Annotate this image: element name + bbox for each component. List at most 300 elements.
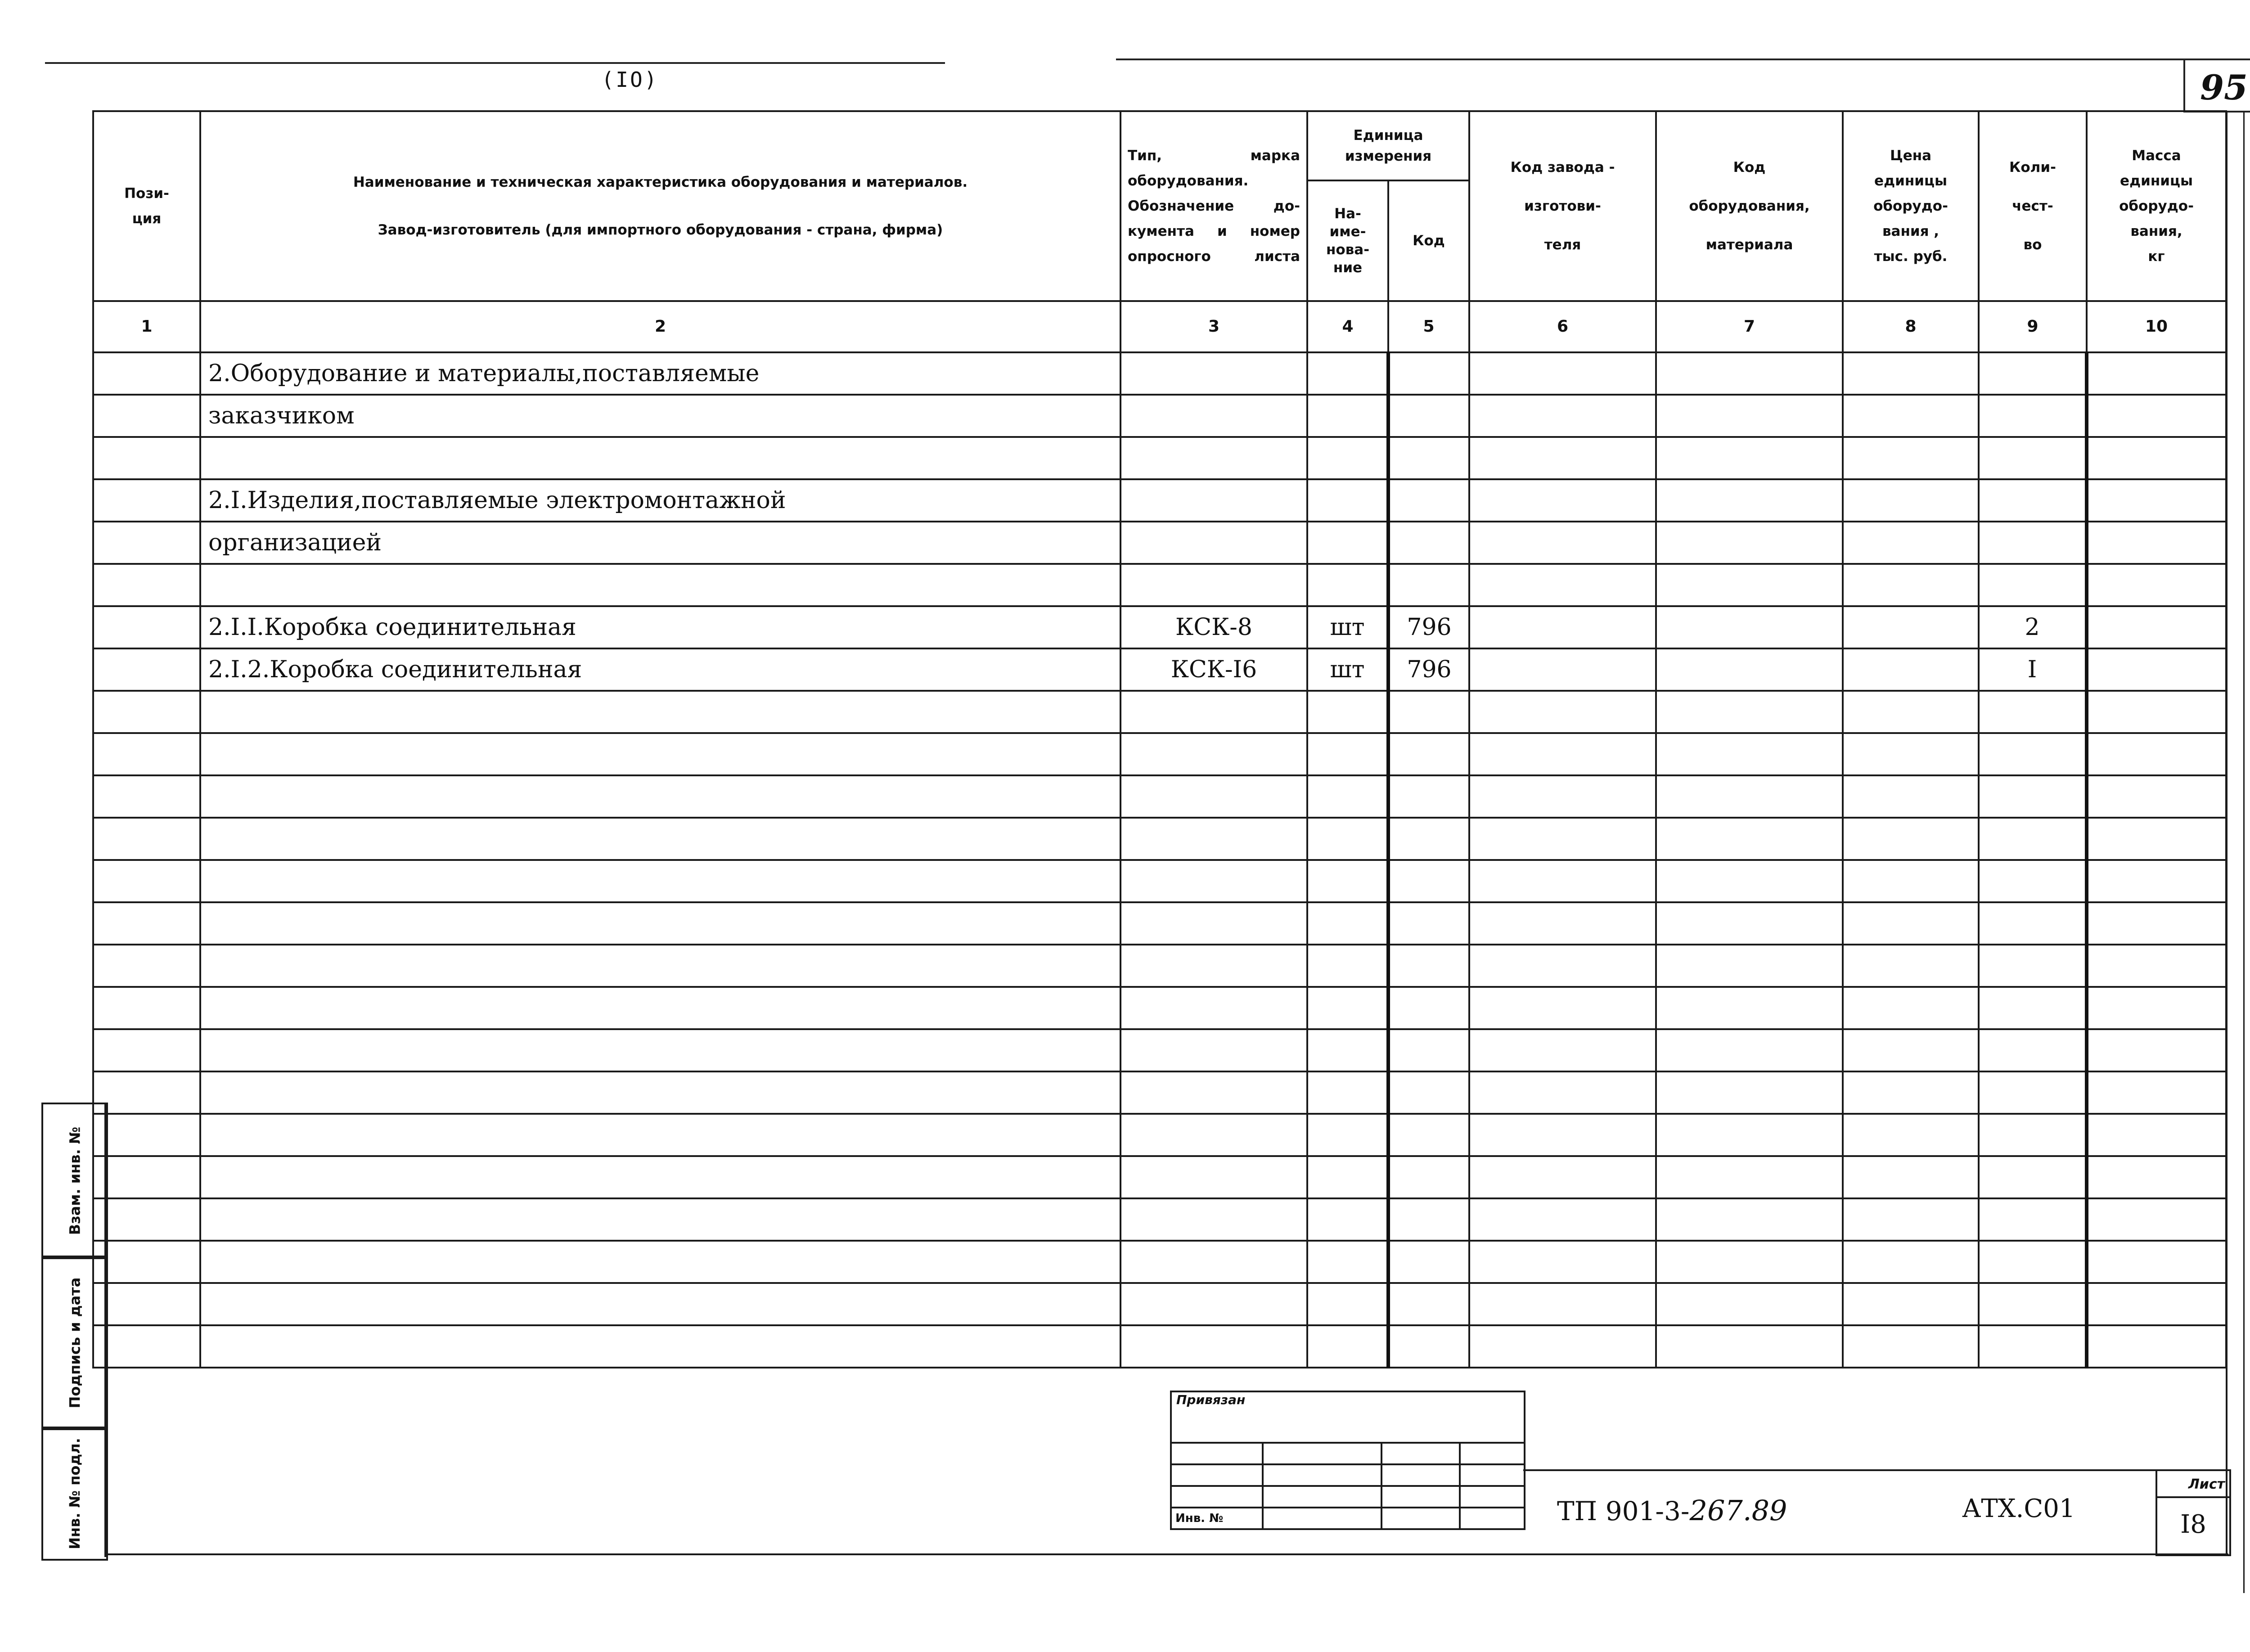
mass-cell: [2087, 945, 2226, 987]
type-cell: [1120, 1283, 1307, 1325]
col4-header-line3: нова-: [1326, 242, 1370, 258]
pos-cell: [93, 945, 200, 987]
col6-header-line1: Код завода -: [1510, 159, 1615, 176]
unit-name-cell: шт: [1307, 606, 1388, 648]
mass-cell: [2087, 818, 2226, 860]
factory-code-cell: [1469, 1198, 1656, 1241]
type-cell: [1120, 775, 1307, 818]
factory-code-cell: [1469, 522, 1656, 564]
col1-header-line1: Пози-: [124, 185, 169, 202]
pos-cell: [93, 860, 200, 902]
pos-cell: [93, 395, 200, 437]
price-cell: [1843, 606, 1979, 648]
unit-code-cell: [1388, 1325, 1469, 1368]
pos-cell: [93, 691, 200, 733]
mass-cell: [2087, 1071, 2226, 1114]
col1-header: [93, 111, 200, 301]
unit-code-cell: [1388, 902, 1469, 945]
col8-header-line2: единицы: [1874, 173, 1947, 189]
mass-cell: [2087, 1325, 2226, 1368]
table-row: [93, 818, 2226, 860]
col3-header-line5: опросного листа: [1128, 248, 1300, 265]
mass-cell: [2087, 1283, 2226, 1325]
col6-header-line3: теля: [1544, 237, 1581, 253]
equipment-code-cell: [1656, 1114, 1843, 1156]
col10-header: [2087, 111, 2226, 301]
factory-code-cell: [1469, 1029, 1656, 1071]
type-cell: [1120, 1071, 1307, 1114]
unit-name-cell: [1307, 691, 1388, 733]
doc-prefix: ТП 901-3-: [1557, 1496, 1690, 1526]
name-cell: [200, 733, 1120, 775]
factory-code-cell: [1469, 1241, 1656, 1283]
unit-code-cell: 796: [1388, 648, 1469, 691]
quantity-cell: [1979, 945, 2087, 987]
price-cell: [1843, 860, 1979, 902]
frame-right-outer: [2243, 113, 2245, 1593]
table-row: [93, 987, 2226, 1029]
mass-cell: [2087, 395, 2226, 437]
table-row: [93, 648, 2226, 691]
col6-header-line2: изготови-: [1524, 198, 1601, 214]
type-cell: [1120, 564, 1307, 606]
name-cell: [200, 1029, 1120, 1071]
unit-group-line1: Единица: [1353, 127, 1423, 144]
equipment-code-cell: [1656, 902, 1843, 945]
factory-code-cell: [1469, 1114, 1656, 1156]
col4-header-line4: ние: [1333, 260, 1363, 276]
frame-right: [2226, 113, 2228, 1555]
equipment-code-cell: [1656, 1156, 1843, 1198]
col2-header: [200, 111, 1120, 301]
type-cell: [1120, 1156, 1307, 1198]
table-row: [93, 1114, 2226, 1156]
name-cell: [200, 1071, 1120, 1114]
factory-code-cell: [1469, 1325, 1656, 1368]
equipment-code-cell: [1656, 1325, 1843, 1368]
unit-code-cell: [1388, 1029, 1469, 1071]
colnum-6: 6: [1469, 301, 1656, 352]
name-cell: 2.I.I.Коробка соединительная: [200, 606, 1120, 648]
table-row: [93, 1156, 2226, 1198]
mass-cell: [2087, 1156, 2226, 1198]
unit-code-cell: [1388, 775, 1469, 818]
side-box-inv: [41, 1427, 108, 1561]
table-row: [93, 733, 2226, 775]
unit-code-cell: [1388, 1241, 1469, 1283]
type-cell: [1120, 691, 1307, 733]
col3-header: [1120, 111, 1307, 301]
type-cell: [1120, 987, 1307, 1029]
price-cell: [1843, 1156, 1979, 1198]
frame-left: [104, 1103, 106, 1557]
pos-cell: [93, 522, 200, 564]
unit-code-cell: [1388, 733, 1469, 775]
side-box-vzam: [41, 1103, 108, 1259]
unit-name-cell: [1307, 1029, 1388, 1071]
type-cell: [1120, 1241, 1307, 1283]
quantity-cell: [1979, 1156, 2087, 1198]
quantity-cell: 2: [1979, 606, 2087, 648]
type-cell: [1120, 860, 1307, 902]
table-row: [93, 902, 2226, 945]
equipment-code-cell: [1656, 945, 1843, 987]
price-cell: [1843, 1241, 1979, 1283]
col8-header-line1: Цена: [1890, 148, 1932, 164]
quantity-cell: [1979, 1114, 2087, 1156]
top-border-left: [45, 62, 945, 64]
mass-cell: [2087, 606, 2226, 648]
pos-cell: [93, 1156, 200, 1198]
type-cell: КСК-I6: [1120, 648, 1307, 691]
colnum-4: 4: [1307, 301, 1388, 352]
equipment-code-cell: [1656, 1241, 1843, 1283]
type-cell: [1120, 395, 1307, 437]
col3-header-line2: оборудования.: [1128, 173, 1249, 189]
side-box-podpis: [41, 1256, 108, 1430]
col3-header-line1: Тип, марка: [1128, 148, 1300, 164]
factory-code-cell: [1469, 437, 1656, 479]
name-cell: [200, 1241, 1120, 1283]
stamp-inv-no: Инв. №: [1171, 1508, 1263, 1529]
stamp-row: [1171, 1464, 1525, 1486]
type-cell: [1120, 733, 1307, 775]
unit-name-cell: [1307, 987, 1388, 1029]
mass-cell: [2087, 437, 2226, 479]
col2-header-line1: Наименование и техническая характеристика оборудования и материалов.: [353, 174, 968, 190]
unit-code-cell: [1388, 564, 1469, 606]
col10-header-line1: Масса: [2132, 148, 2181, 164]
colnum-5: 5: [1388, 301, 1469, 352]
col10-header-line4: вания,: [2130, 223, 2182, 239]
type-cell: [1120, 902, 1307, 945]
equipment-code-cell: [1656, 1029, 1843, 1071]
unit-name-cell: [1307, 479, 1388, 522]
factory-code-cell: [1469, 775, 1656, 818]
quantity-cell: [1979, 437, 2087, 479]
name-cell: 2.Оборудование и материалы,поставляемые: [200, 352, 1120, 395]
approval-stamp: [1170, 1391, 1526, 1530]
unit-code-cell: [1388, 945, 1469, 987]
col8-header: [1843, 111, 1979, 301]
col9-header-line2: чест-: [2012, 198, 2053, 214]
price-cell: [1843, 648, 1979, 691]
price-cell: [1843, 522, 1979, 564]
unit-name-cell: [1307, 1325, 1388, 1368]
factory-code-cell: [1469, 648, 1656, 691]
col9-header-line1: Коли-: [2009, 159, 2056, 176]
name-cell: [200, 1114, 1120, 1156]
type-cell: [1120, 522, 1307, 564]
mass-cell: [2087, 479, 2226, 522]
quantity-cell: [1979, 352, 2087, 395]
table-row: [93, 522, 2226, 564]
unit-code-cell: [1388, 1071, 1469, 1114]
table-row: [93, 479, 2226, 522]
equipment-code-cell: [1656, 1283, 1843, 1325]
col4-header-line2: име-: [1329, 224, 1366, 240]
sheet-value: I8: [2180, 1510, 2206, 1539]
mass-cell: [2087, 775, 2226, 818]
quantity-cell: [1979, 479, 2087, 522]
mass-cell: [2087, 648, 2226, 691]
equipment-code-cell: [1656, 860, 1843, 902]
unit-name-cell: [1307, 437, 1388, 479]
unit-name-cell: [1307, 1283, 1388, 1325]
quantity-cell: [1979, 1241, 2087, 1283]
pos-cell: [93, 987, 200, 1029]
table-row: [93, 691, 2226, 733]
unit-code-cell: 796: [1388, 606, 1469, 648]
price-cell: [1843, 902, 1979, 945]
price-cell: [1843, 395, 1979, 437]
col3-header-line3: Обозначение до-: [1128, 198, 1300, 214]
colnum-1: 1: [93, 301, 200, 352]
name-cell: организацией: [200, 522, 1120, 564]
quantity-cell: [1979, 902, 2087, 945]
unit-code-cell: [1388, 1198, 1469, 1241]
quantity-cell: [1979, 691, 2087, 733]
unit-name-cell: [1307, 775, 1388, 818]
col10-header-line2: единицы: [2120, 173, 2193, 189]
price-cell: [1843, 945, 1979, 987]
mass-cell: [2087, 987, 2226, 1029]
side-label-vzam: Взам. инв. №: [66, 1126, 84, 1235]
name-cell: [200, 775, 1120, 818]
table-body: [93, 352, 2226, 1368]
col4-header: [1307, 180, 1388, 301]
equipment-code-cell: [1656, 1198, 1843, 1241]
name-cell: 2.I.2.Коробка соединительная: [200, 648, 1120, 691]
equipment-code-cell: [1656, 479, 1843, 522]
sheet-label: Лист: [2157, 1471, 2229, 1498]
price-cell: [1843, 352, 1979, 395]
table-row: [93, 1071, 2226, 1114]
equipment-code-cell: [1656, 437, 1843, 479]
factory-code-cell: [1469, 733, 1656, 775]
col1-header-line2: ция: [132, 211, 162, 227]
colnum-3: 3: [1120, 301, 1307, 352]
table-row: [93, 395, 2226, 437]
colnum-10: 10: [2087, 301, 2226, 352]
equipment-code-cell: [1656, 987, 1843, 1029]
equipment-code-cell: [1656, 691, 1843, 733]
price-cell: [1843, 987, 1979, 1029]
unit-name-cell: [1307, 902, 1388, 945]
name-cell: [200, 437, 1120, 479]
equipment-code-cell: [1656, 352, 1843, 395]
stamp-row: [1171, 1443, 1525, 1464]
col8-header-line5: тыс. руб.: [1874, 248, 1948, 265]
col7-header-line1: Код: [1733, 159, 1766, 176]
document-code: АТХ.С01: [1962, 1494, 2075, 1523]
unit-code-cell: [1388, 987, 1469, 1029]
top-border-right: [1116, 59, 2250, 60]
mass-cell: [2087, 691, 2226, 733]
quantity-cell: [1979, 1071, 2087, 1114]
table-row: [93, 564, 2226, 606]
unit-code-cell: [1388, 818, 1469, 860]
pos-cell: [93, 352, 200, 395]
name-cell: [200, 902, 1120, 945]
pos-cell: [93, 1283, 200, 1325]
pos-cell: [93, 818, 200, 860]
col3-header-line4: кумента и номер: [1128, 223, 1300, 239]
type-cell: [1120, 479, 1307, 522]
table-row: [93, 1029, 2226, 1071]
unit-name-cell: [1307, 1241, 1388, 1283]
pos-cell: [93, 733, 200, 775]
pos-cell: [93, 648, 200, 691]
quantity-cell: [1979, 775, 2087, 818]
col5-header: Код: [1388, 180, 1469, 301]
column-number-row: [93, 301, 2226, 352]
quantity-cell: [1979, 1325, 2087, 1368]
unit-name-cell: [1307, 1156, 1388, 1198]
side-label-inv: Инв. № подл.: [66, 1438, 84, 1549]
unit-name-cell: [1307, 395, 1388, 437]
quantity-cell: I: [1979, 648, 2087, 691]
unit-code-cell: [1388, 1283, 1469, 1325]
price-cell: [1843, 437, 1979, 479]
name-cell: [200, 564, 1120, 606]
price-cell: [1843, 1325, 1979, 1368]
unit-name-cell: [1307, 1071, 1388, 1114]
price-cell: [1843, 775, 1979, 818]
mass-cell: [2087, 860, 2226, 902]
name-cell: [200, 987, 1120, 1029]
equipment-code-cell: [1656, 606, 1843, 648]
doc-number-handwritten: 267.89: [1689, 1494, 1787, 1527]
unit-code-cell: [1388, 479, 1469, 522]
pos-cell: [93, 775, 200, 818]
quantity-cell: [1979, 818, 2087, 860]
equipment-code-cell: [1656, 1071, 1843, 1114]
pos-cell: [93, 1029, 200, 1071]
factory-code-cell: [1469, 1156, 1656, 1198]
title-block-top: [1523, 1469, 2228, 1471]
table-row: [93, 606, 2226, 648]
sheet-box: [2156, 1469, 2231, 1556]
mass-cell: [2087, 902, 2226, 945]
mass-cell: [2087, 1241, 2226, 1283]
col10-header-line3: оборудо-: [2119, 198, 2194, 214]
unit-name-cell: [1307, 818, 1388, 860]
name-cell: [200, 1325, 1120, 1368]
col2-header-line2: Завод-изготовитель (для импортного оборудования - страна, фирма): [378, 222, 943, 238]
frame-bottom: [104, 1553, 2228, 1555]
quantity-cell: [1979, 564, 2087, 606]
price-cell: [1843, 1198, 1979, 1241]
col9-header-line3: во: [2023, 237, 2042, 253]
name-cell: заказчиком: [200, 395, 1120, 437]
equipment-code-cell: [1656, 775, 1843, 818]
unit-name-cell: [1307, 522, 1388, 564]
factory-code-cell: [1469, 860, 1656, 902]
equipment-code-cell: [1656, 395, 1843, 437]
type-cell: [1120, 1325, 1307, 1368]
equipment-table: [92, 110, 2227, 1368]
price-cell: [1843, 1283, 1979, 1325]
type-cell: [1120, 1198, 1307, 1241]
pos-cell: [93, 606, 200, 648]
col7-header-line2: оборудования,: [1689, 198, 1810, 214]
name-cell: [200, 1198, 1120, 1241]
colnum-2: 2: [200, 301, 1120, 352]
quantity-cell: [1979, 1029, 2087, 1071]
col4-header-line1: На-: [1334, 206, 1361, 222]
table-row: [93, 352, 2226, 395]
name-cell: [200, 945, 1120, 987]
sheet-number: 95: [2200, 68, 2248, 108]
table-row: [93, 945, 2226, 987]
unit-code-cell: [1388, 522, 1469, 564]
equipment-code-cell: [1656, 648, 1843, 691]
price-cell: [1843, 691, 1979, 733]
quantity-cell: [1979, 733, 2087, 775]
factory-code-cell: [1469, 1283, 1656, 1325]
mass-cell: [2087, 1114, 2226, 1156]
unit-name-cell: [1307, 733, 1388, 775]
factory-code-cell: [1469, 395, 1656, 437]
quantity-cell: [1979, 860, 2087, 902]
unit-group-line2: измерения: [1345, 148, 1432, 164]
name-cell: [200, 1283, 1120, 1325]
unit-code-cell: [1388, 437, 1469, 479]
unit-code-cell: [1388, 1114, 1469, 1156]
name-cell: [200, 1156, 1120, 1198]
table-row: [93, 860, 2226, 902]
col10-header-line5: кг: [2148, 248, 2165, 265]
unit-code-cell: [1388, 1156, 1469, 1198]
mass-cell: [2087, 522, 2226, 564]
unit-name-cell: [1307, 1114, 1388, 1156]
unit-code-cell: [1388, 691, 1469, 733]
stamp-privyazan: Привязан: [1171, 1391, 1525, 1443]
type-cell: [1120, 1114, 1307, 1156]
mass-cell: [2087, 352, 2226, 395]
unit-code-cell: [1388, 395, 1469, 437]
unit-name-cell: шт: [1307, 648, 1388, 691]
mass-cell: [2087, 564, 2226, 606]
quantity-cell: [1979, 987, 2087, 1029]
page-marker: (IO): [601, 68, 659, 92]
equipment-code-cell: [1656, 733, 1843, 775]
type-cell: [1120, 945, 1307, 987]
price-cell: [1843, 1071, 1979, 1114]
type-cell: [1120, 437, 1307, 479]
unit-code-cell: [1388, 860, 1469, 902]
colnum-7: 7: [1656, 301, 1843, 352]
equipment-code-cell: [1656, 818, 1843, 860]
col8-header-line4: вания ,: [1882, 223, 1940, 239]
pos-cell: [93, 1325, 200, 1368]
colnum-8: 8: [1843, 301, 1979, 352]
mass-cell: [2087, 733, 2226, 775]
factory-code-cell: [1469, 945, 1656, 987]
col9-header: [1979, 111, 2087, 301]
col7-header-line3: материала: [1706, 237, 1793, 253]
header-row-1: [93, 111, 2226, 180]
name-cell: 2.I.Изделия,поставляемые электромонтажной: [200, 479, 1120, 522]
table-row: [93, 775, 2226, 818]
name-cell: [200, 818, 1120, 860]
unit-group-header: [1307, 111, 1469, 180]
price-cell: [1843, 479, 1979, 522]
unit-name-cell: [1307, 945, 1388, 987]
pos-cell: [93, 479, 200, 522]
price-cell: [1843, 564, 1979, 606]
